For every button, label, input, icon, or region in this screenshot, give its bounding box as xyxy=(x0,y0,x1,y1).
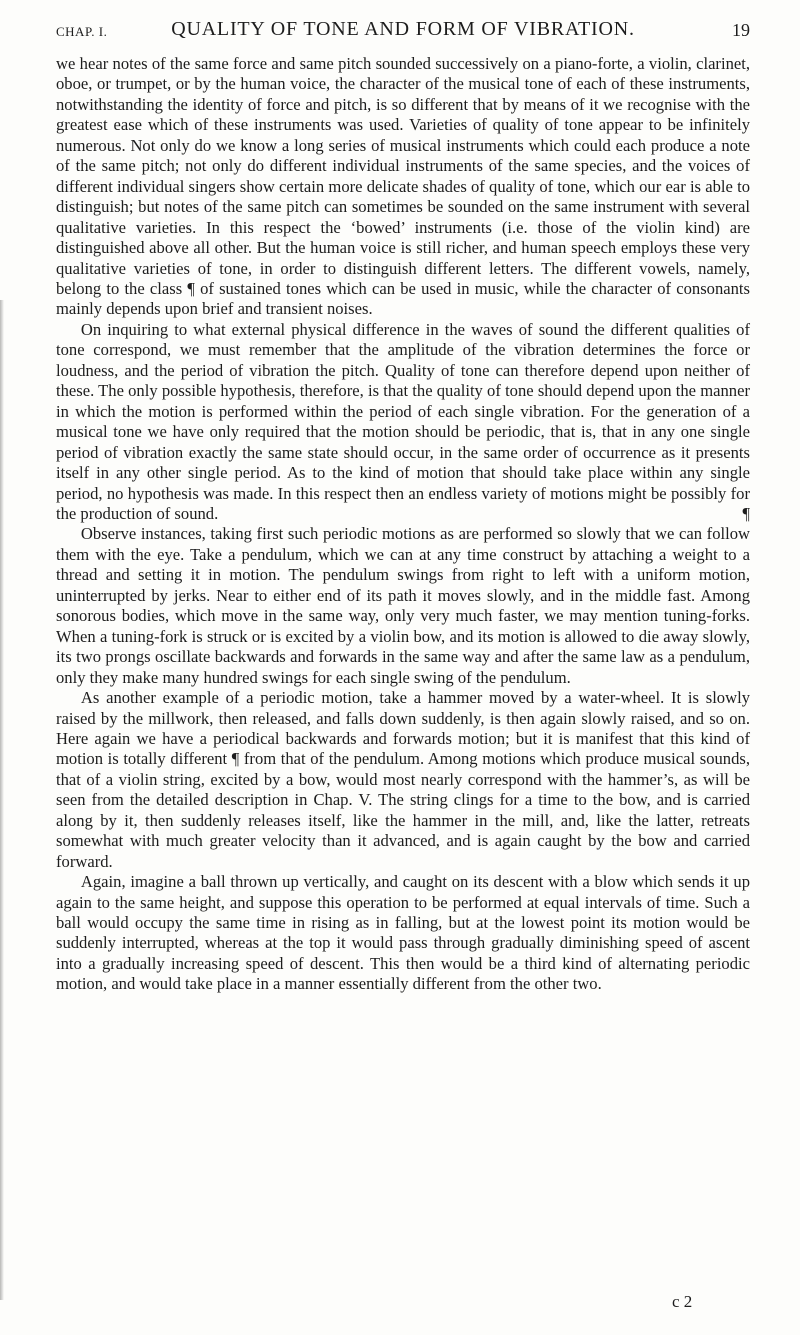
signature-mark: c 2 xyxy=(672,1292,693,1311)
pilcrow-mark: ¶ xyxy=(742,503,750,523)
paragraph-1: we hear notes of the same force and same pitch sounded successively on a piano-forte, a violin, clarinet, oboe, or trumpet, or by the human voice, the character of the musical tone of each of these instruments, notwithstanding the identity of force and pitch, is so different that by means of it we recognise with the greatest ease which of these instruments was used. Varieties of quality of tone appear to be infinitely numerous. Not only do we know a long series of musical instruments which could each produce a note of the same pitch; not only do different individual instruments of the same species, and the voices of different individual singers show certain more delicate shades of quality of tone, which our ear is able to distinguish; but notes of the same pitch can sometimes be sounded on the same instrument with several qualitative varieties. In this respect the ‘bowed’ instruments (i.e. those of the violin kind) are distinguished above all other. But the human voice is still richer, and human speech employs these very qualitative varieties of tone, in order to distinguish different letters. The different vowels, namely, belong to the class ¶ of sustained tones which can be used in music, while the character of consonants mainly depends upon brief and transient noises. xyxy=(56,54,750,319)
running-head xyxy=(56,18,750,46)
running-title: QUALITY OF TONE AND FORM OF VIBRATION. xyxy=(171,18,635,40)
paragraph-4: As another example of a periodic motion, take a hammer moved by a water-wheel. It is slowly raised by the millwork, then released, and falls down suddenly, is then again slowly raised, and so on. Here again we have a periodical backwards and forwards motion; but it is manifest that this kind of motion is totally different ¶ from that of the pendulum. Among motions which produce musical sounds, that of a violin string, excited by a bow, would most nearly correspond with the hammer’s, as will be seen from the detailed description in Chap. V. The string clings for a time to the bow, and is carried along by it, then suddenly releases itself, like the hammer in the mill, and, like the latter, retreats somewhat with much greater velocity than it advanced, and is again caught by the bow and carried forward. xyxy=(56,688,750,871)
paragraph-2-text: On inquiring to what external physical difference in the waves of sound the different qualities of tone correspond, we must remember that the amplitude of the vibration determines the force or loudness, and the period of vibration the pitch. Quality of tone can therefore depend upon neither of these. The only possible hypothesis, therefore, is that the quality of tone should depend upon the manner in which the motion is performed within the period of each single vibration. For the generation of a musical tone we have only required that the motion should be periodic, that is, that in any one single period of vibration exactly the same state should occur, in the same order of occurrence as it presents itself in any other single period. As to the kind of motion that should take place within any single period, no hypothesis was made. In this respect then an endless variety of motions might be possibly for the production of sound. xyxy=(56,319,750,523)
page-number: 19 xyxy=(732,20,750,40)
paragraph-5: Again, imagine a ball thrown up vertically, and caught on its descent with a blow which sends it up again to the same height, and suppose this operation to be performed at equal intervals of time. Such a ball would occupy the same time in rising as in falling, but at the lowest point its motion would be suddenly interrupted, whereas at the top it would pass through gradually diminishing speed of ascent into a gradually increasing speed of descent. This then would be a third kind of alternating periodic motion, and would take place in a manner essentially different from the other two. xyxy=(56,872,750,994)
chapter-label: CHAP. I. xyxy=(56,24,108,39)
body-text xyxy=(56,54,750,995)
paragraph-3: Observe instances, taking first such periodic motions as are performed so slowly that we can follow them with the eye. Take a pendulum, which we can at any time construct by attaching a weight to a thread and setting it in motion. The pendulum swings from right to left with a uniform motion, uninterrupted by jerks. Near to either end of its path it moves slowly, and in the middle fast. Among sonorous bodies, which move in the same way, only very much faster, we may mention tuning-forks. When a tuning-fork is struck or is excited by a violin bow, and its motion is allowed to die away slowly, its two prongs oscillate backwards and forwards in the same way and after the same law as a pendulum, only they make many hundred swings for each single swing of the pendulum. xyxy=(56,524,750,687)
paragraph-2 xyxy=(56,320,750,525)
binding-shadow xyxy=(0,300,4,1300)
